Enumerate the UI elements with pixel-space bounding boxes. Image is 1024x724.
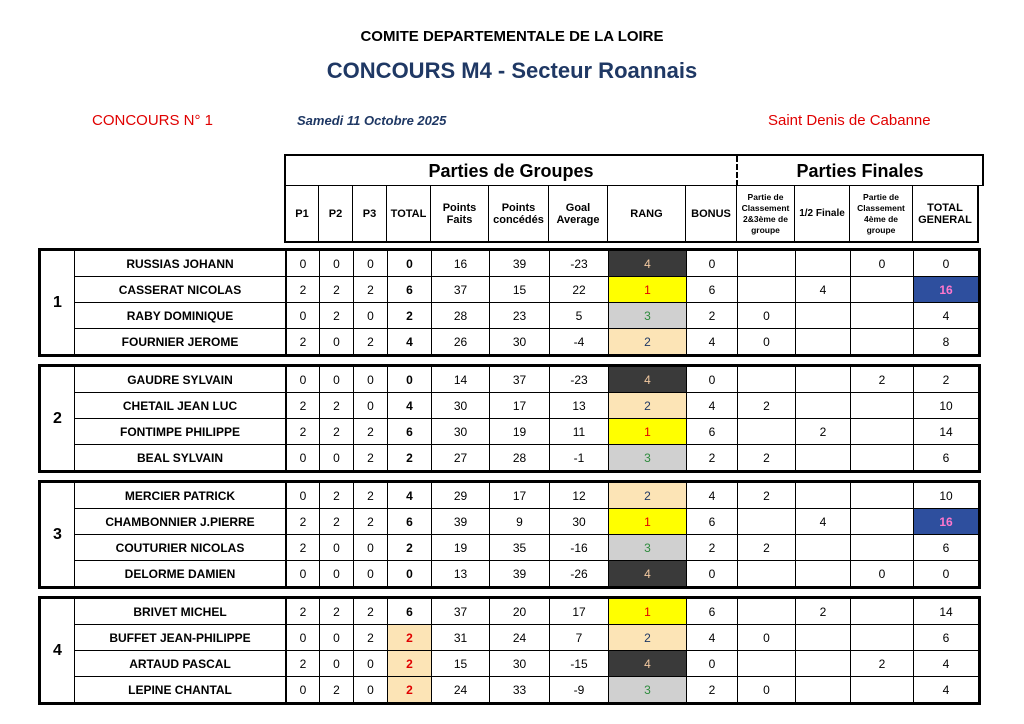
cell-total: 4 xyxy=(388,483,432,509)
cell-total: 2 xyxy=(388,651,432,677)
cell-classement-4: 2 xyxy=(851,367,914,393)
col-demi-finale: 1/2 Finale xyxy=(795,186,850,243)
col-p2: P2 xyxy=(319,186,353,243)
cell-p3: 2 xyxy=(354,445,388,471)
cell-p1: 2 xyxy=(286,535,320,561)
cell-total: 2 xyxy=(388,677,432,703)
player-name: ARTAUD PASCAL xyxy=(75,651,287,677)
cell-p3: 2 xyxy=(354,625,388,651)
cell-total: 6 xyxy=(388,277,432,303)
cell-goal-average: -1 xyxy=(550,445,609,471)
cell-p3: 2 xyxy=(354,419,388,445)
cell-bonus: 6 xyxy=(687,509,738,535)
cell-total-general: 6 xyxy=(914,535,979,561)
cell-classement-2-3: 0 xyxy=(738,329,796,355)
table-row xyxy=(41,303,979,329)
cell-p3: 2 xyxy=(354,509,388,535)
col-rang: RANG xyxy=(608,186,686,243)
cell-goal-average: -9 xyxy=(550,677,609,703)
col-classement-4: Partie de Classement 4ème de groupe xyxy=(850,186,913,243)
cell-classement-2-3: 2 xyxy=(738,483,796,509)
cell-goal-average: -15 xyxy=(550,651,609,677)
player-name: LEPINE CHANTAL xyxy=(75,677,287,703)
player-name: COUTURIER NICOLAS xyxy=(75,535,287,561)
cell-bonus: 6 xyxy=(687,277,738,303)
cell-goal-average: 30 xyxy=(550,509,609,535)
cell-points-concedes: 23 xyxy=(490,303,550,329)
cell-rang: 3 xyxy=(609,445,687,471)
cell-demi-finale xyxy=(796,483,851,509)
cell-rang: 1 xyxy=(609,599,687,625)
cell-p2: 0 xyxy=(320,561,354,587)
cell-points-faits: 28 xyxy=(432,303,490,329)
player-name: BUFFET JEAN-PHILIPPE xyxy=(75,625,287,651)
cell-total-general: 8 xyxy=(914,329,979,355)
cell-classement-4: 0 xyxy=(851,251,914,277)
cell-p1: 2 xyxy=(286,651,320,677)
table-row xyxy=(41,509,979,535)
col-p1: P1 xyxy=(285,186,319,243)
cell-total-general: 2 xyxy=(914,367,979,393)
cell-total-general: 4 xyxy=(914,677,979,703)
cell-p1: 2 xyxy=(286,509,320,535)
table-row xyxy=(41,367,979,393)
column-header-row xyxy=(284,185,979,243)
cell-classement-2-3 xyxy=(738,251,796,277)
cell-goal-average: -26 xyxy=(550,561,609,587)
cell-classement-4 xyxy=(851,677,914,703)
cell-bonus: 0 xyxy=(687,651,738,677)
cell-classement-2-3 xyxy=(738,419,796,445)
cell-p1: 2 xyxy=(286,393,320,419)
cell-demi-finale xyxy=(796,303,851,329)
table-row xyxy=(41,651,979,677)
cell-p3: 0 xyxy=(354,303,388,329)
cell-p2: 2 xyxy=(320,393,354,419)
cell-p1: 0 xyxy=(286,483,320,509)
cell-demi-finale xyxy=(796,251,851,277)
cell-p2: 2 xyxy=(320,419,354,445)
cell-bonus: 0 xyxy=(687,561,738,587)
cell-demi-finale xyxy=(796,561,851,587)
cell-p3: 2 xyxy=(354,483,388,509)
cell-points-concedes: 33 xyxy=(490,677,550,703)
cell-bonus: 4 xyxy=(687,329,738,355)
col-goal-average: Goal Average xyxy=(549,186,608,243)
cell-classement-4 xyxy=(851,483,914,509)
cell-classement-4 xyxy=(851,393,914,419)
table-row xyxy=(41,535,979,561)
cell-points-concedes: 19 xyxy=(490,419,550,445)
cell-bonus: 4 xyxy=(687,393,738,419)
cell-total-general: 6 xyxy=(914,445,979,471)
cell-p3: 0 xyxy=(354,561,388,587)
cell-demi-finale: 2 xyxy=(796,599,851,625)
cell-total-general: 16 xyxy=(914,277,979,303)
event-date: Samedi 11 Octobre 2025 xyxy=(297,113,447,128)
player-name: FOURNIER JEROME xyxy=(75,329,287,355)
cell-p2: 0 xyxy=(320,445,354,471)
cell-classement-4 xyxy=(851,277,914,303)
cell-points-faits: 30 xyxy=(432,419,490,445)
col-points-concedes: Points concédés xyxy=(489,186,549,243)
cell-points-faits: 30 xyxy=(432,393,490,419)
cell-goal-average: 12 xyxy=(550,483,609,509)
cell-classement-4 xyxy=(851,303,914,329)
cell-p3: 0 xyxy=(354,251,388,277)
cell-points-concedes: 28 xyxy=(490,445,550,471)
page-title: CONCOURS M4 - Secteur Roannais xyxy=(326,58,698,83)
cell-p1: 0 xyxy=(286,367,320,393)
cell-bonus: 6 xyxy=(687,419,738,445)
table-row xyxy=(41,483,979,509)
cell-goal-average: 7 xyxy=(550,625,609,651)
cell-p3: 0 xyxy=(354,677,388,703)
cell-p1: 0 xyxy=(286,625,320,651)
cell-demi-finale xyxy=(796,651,851,677)
player-name: BEAL SYLVAIN xyxy=(75,445,287,471)
cell-points-faits: 37 xyxy=(432,599,490,625)
cell-goal-average: 13 xyxy=(550,393,609,419)
cell-classement-2-3 xyxy=(738,509,796,535)
cell-total: 6 xyxy=(388,509,432,535)
cell-classement-2-3: 0 xyxy=(738,303,796,329)
cell-rang: 4 xyxy=(609,651,687,677)
cell-bonus: 4 xyxy=(687,625,738,651)
group-number: 3 xyxy=(41,483,75,587)
cell-points-faits: 19 xyxy=(432,535,490,561)
cell-points-concedes: 20 xyxy=(490,599,550,625)
cell-total: 2 xyxy=(388,445,432,471)
cell-bonus: 2 xyxy=(687,677,738,703)
cell-demi-finale xyxy=(796,329,851,355)
col-classement-2-3: Partie de Classement 2&3ème de groupe xyxy=(737,186,795,243)
band-parties-de-groupes: Parties de Groupes xyxy=(286,156,738,186)
cell-p2: 0 xyxy=(320,625,354,651)
cell-bonus: 4 xyxy=(687,483,738,509)
cell-rang: 4 xyxy=(609,251,687,277)
cell-total: 2 xyxy=(388,535,432,561)
section-band xyxy=(284,154,984,186)
col-total: TOTAL xyxy=(387,186,431,243)
committee-title: COMITE DEPARTEMENTALE DE LA LOIRE xyxy=(360,28,664,45)
cell-classement-4: 0 xyxy=(851,561,914,587)
cell-goal-average: -4 xyxy=(550,329,609,355)
cell-classement-2-3: 0 xyxy=(738,677,796,703)
player-name: CASSERAT NICOLAS xyxy=(75,277,287,303)
cell-goal-average: 22 xyxy=(550,277,609,303)
cell-points-faits: 29 xyxy=(432,483,490,509)
cell-p2: 0 xyxy=(320,367,354,393)
cell-demi-finale xyxy=(796,677,851,703)
cell-goal-average: -16 xyxy=(550,535,609,561)
table-row xyxy=(41,445,979,471)
player-name: CHAMBONNIER J.PIERRE xyxy=(75,509,287,535)
cell-demi-finale xyxy=(796,445,851,471)
cell-goal-average: 11 xyxy=(550,419,609,445)
cell-points-faits: 37 xyxy=(432,277,490,303)
player-name: RABY DOMINIQUE xyxy=(75,303,287,329)
concours-number: CONCOURS N° 1 xyxy=(92,112,214,129)
cell-points-faits: 16 xyxy=(432,251,490,277)
group-number: 4 xyxy=(41,599,75,703)
cell-bonus: 0 xyxy=(687,367,738,393)
col-total-general: TOTAL GENERAL xyxy=(913,186,979,243)
group-3 xyxy=(38,480,981,589)
cell-bonus: 6 xyxy=(687,599,738,625)
cell-points-concedes: 35 xyxy=(490,535,550,561)
cell-rang: 2 xyxy=(609,329,687,355)
cell-p1: 2 xyxy=(286,599,320,625)
player-name: BRIVET MICHEL xyxy=(75,599,287,625)
cell-classement-2-3 xyxy=(738,599,796,625)
cell-points-concedes: 15 xyxy=(490,277,550,303)
cell-points-concedes: 9 xyxy=(490,509,550,535)
cell-total-general: 0 xyxy=(914,251,979,277)
cell-total-general: 16 xyxy=(914,509,979,535)
cell-total: 4 xyxy=(388,393,432,419)
cell-classement-2-3: 2 xyxy=(738,445,796,471)
table-row xyxy=(41,625,979,651)
cell-rang: 1 xyxy=(609,277,687,303)
cell-p1: 0 xyxy=(286,303,320,329)
cell-classement-2-3 xyxy=(738,651,796,677)
cell-total: 0 xyxy=(388,367,432,393)
cell-rang: 2 xyxy=(609,393,687,419)
cell-p3: 2 xyxy=(354,599,388,625)
cell-p3: 0 xyxy=(354,535,388,561)
table-row xyxy=(41,677,979,703)
cell-points-concedes: 17 xyxy=(490,393,550,419)
cell-points-concedes: 24 xyxy=(490,625,550,651)
table-row xyxy=(41,329,979,355)
cell-points-concedes: 39 xyxy=(490,561,550,587)
cell-total: 2 xyxy=(388,625,432,651)
band-parties-finales: Parties Finales xyxy=(796,160,924,181)
table-row xyxy=(41,251,979,277)
cell-points-faits: 13 xyxy=(432,561,490,587)
cell-rang: 3 xyxy=(609,303,687,329)
cell-p1: 2 xyxy=(286,329,320,355)
table-row xyxy=(41,277,979,303)
cell-p2: 2 xyxy=(320,277,354,303)
cell-classement-2-3: 0 xyxy=(738,625,796,651)
cell-points-concedes: 37 xyxy=(490,367,550,393)
cell-classement-4 xyxy=(851,599,914,625)
col-bonus: BONUS xyxy=(686,186,737,243)
cell-demi-finale: 4 xyxy=(796,277,851,303)
cell-p3: 2 xyxy=(354,329,388,355)
cell-points-concedes: 30 xyxy=(490,651,550,677)
group-2 xyxy=(38,364,981,473)
cell-goal-average: -23 xyxy=(550,251,609,277)
cell-rang: 1 xyxy=(609,509,687,535)
cell-classement-2-3 xyxy=(738,367,796,393)
cell-total-general: 4 xyxy=(914,303,979,329)
cell-total: 4 xyxy=(388,329,432,355)
player-name: GAUDRE SYLVAIN xyxy=(75,367,287,393)
cell-total-general: 6 xyxy=(914,625,979,651)
cell-rang: 2 xyxy=(609,483,687,509)
cell-goal-average: 17 xyxy=(550,599,609,625)
cell-classement-4 xyxy=(851,509,914,535)
group-4 xyxy=(38,596,981,705)
cell-classement-2-3 xyxy=(738,277,796,303)
cell-rang: 2 xyxy=(609,625,687,651)
cell-bonus: 2 xyxy=(687,445,738,471)
cell-classement-4 xyxy=(851,625,914,651)
cell-p2: 0 xyxy=(320,651,354,677)
cell-demi-finale: 2 xyxy=(796,419,851,445)
table-row xyxy=(41,393,979,419)
player-name: MERCIER PATRICK xyxy=(75,483,287,509)
cell-points-faits: 31 xyxy=(432,625,490,651)
cell-p3: 0 xyxy=(354,367,388,393)
cell-p2: 0 xyxy=(320,535,354,561)
cell-classement-4 xyxy=(851,329,914,355)
cell-p3: 0 xyxy=(354,651,388,677)
cell-demi-finale xyxy=(796,625,851,651)
table-row xyxy=(41,561,979,587)
group-1 xyxy=(38,248,981,357)
cell-classement-4 xyxy=(851,419,914,445)
cell-p2: 2 xyxy=(320,303,354,329)
cell-points-concedes: 39 xyxy=(490,251,550,277)
cell-rang: 1 xyxy=(609,419,687,445)
player-name: DELORME DAMIEN xyxy=(75,561,287,587)
cell-demi-finale xyxy=(796,535,851,561)
cell-demi-finale xyxy=(796,393,851,419)
cell-total: 2 xyxy=(388,303,432,329)
player-name: FONTIMPE PHILIPPE xyxy=(75,419,287,445)
cell-p2: 0 xyxy=(320,329,354,355)
table-row xyxy=(41,419,979,445)
cell-total-general: 4 xyxy=(914,651,979,677)
cell-classement-2-3: 2 xyxy=(738,393,796,419)
cell-total-general: 10 xyxy=(914,483,979,509)
cell-p1: 0 xyxy=(286,251,320,277)
cell-total-general: 10 xyxy=(914,393,979,419)
cell-p2: 0 xyxy=(320,251,354,277)
cell-total-general: 0 xyxy=(914,561,979,587)
cell-points-faits: 26 xyxy=(432,329,490,355)
cell-points-faits: 27 xyxy=(432,445,490,471)
cell-rang: 4 xyxy=(609,367,687,393)
cell-total-general: 14 xyxy=(914,599,979,625)
cell-demi-finale xyxy=(796,367,851,393)
group-number: 1 xyxy=(41,251,75,355)
cell-classement-4: 2 xyxy=(851,651,914,677)
cell-p1: 0 xyxy=(286,677,320,703)
cell-goal-average: -23 xyxy=(550,367,609,393)
cell-goal-average: 5 xyxy=(550,303,609,329)
cell-rang: 3 xyxy=(609,677,687,703)
cell-p3: 2 xyxy=(354,277,388,303)
cell-p2: 2 xyxy=(320,599,354,625)
cell-p3: 0 xyxy=(354,393,388,419)
cell-total: 6 xyxy=(388,599,432,625)
group-number: 2 xyxy=(41,367,75,471)
cell-rang: 3 xyxy=(609,535,687,561)
cell-points-concedes: 30 xyxy=(490,329,550,355)
event-place: Saint Denis de Cabanne xyxy=(768,112,931,129)
cell-p1: 2 xyxy=(286,419,320,445)
cell-total: 6 xyxy=(388,419,432,445)
cell-points-faits: 39 xyxy=(432,509,490,535)
cell-classement-2-3: 2 xyxy=(738,535,796,561)
cell-bonus: 2 xyxy=(687,535,738,561)
cell-rang: 4 xyxy=(609,561,687,587)
cell-p2: 2 xyxy=(320,483,354,509)
cell-demi-finale: 4 xyxy=(796,509,851,535)
cell-p1: 0 xyxy=(286,445,320,471)
cell-points-faits: 24 xyxy=(432,677,490,703)
cell-total: 0 xyxy=(388,251,432,277)
cell-p2: 2 xyxy=(320,677,354,703)
cell-classement-4 xyxy=(851,445,914,471)
cell-points-concedes: 17 xyxy=(490,483,550,509)
cell-total: 0 xyxy=(388,561,432,587)
cell-bonus: 2 xyxy=(687,303,738,329)
cell-classement-4 xyxy=(851,535,914,561)
cell-p1: 0 xyxy=(286,561,320,587)
player-name: RUSSIAS JOHANN xyxy=(75,251,287,277)
col-p3: P3 xyxy=(353,186,387,243)
cell-points-faits: 14 xyxy=(432,367,490,393)
player-name: CHETAIL JEAN LUC xyxy=(75,393,287,419)
cell-p2: 2 xyxy=(320,509,354,535)
col-points-faits: Points Faits xyxy=(431,186,489,243)
cell-total-general: 14 xyxy=(914,419,979,445)
table-row xyxy=(41,599,979,625)
cell-p1: 2 xyxy=(286,277,320,303)
cell-bonus: 0 xyxy=(687,251,738,277)
cell-classement-2-3 xyxy=(738,561,796,587)
cell-points-faits: 15 xyxy=(432,651,490,677)
